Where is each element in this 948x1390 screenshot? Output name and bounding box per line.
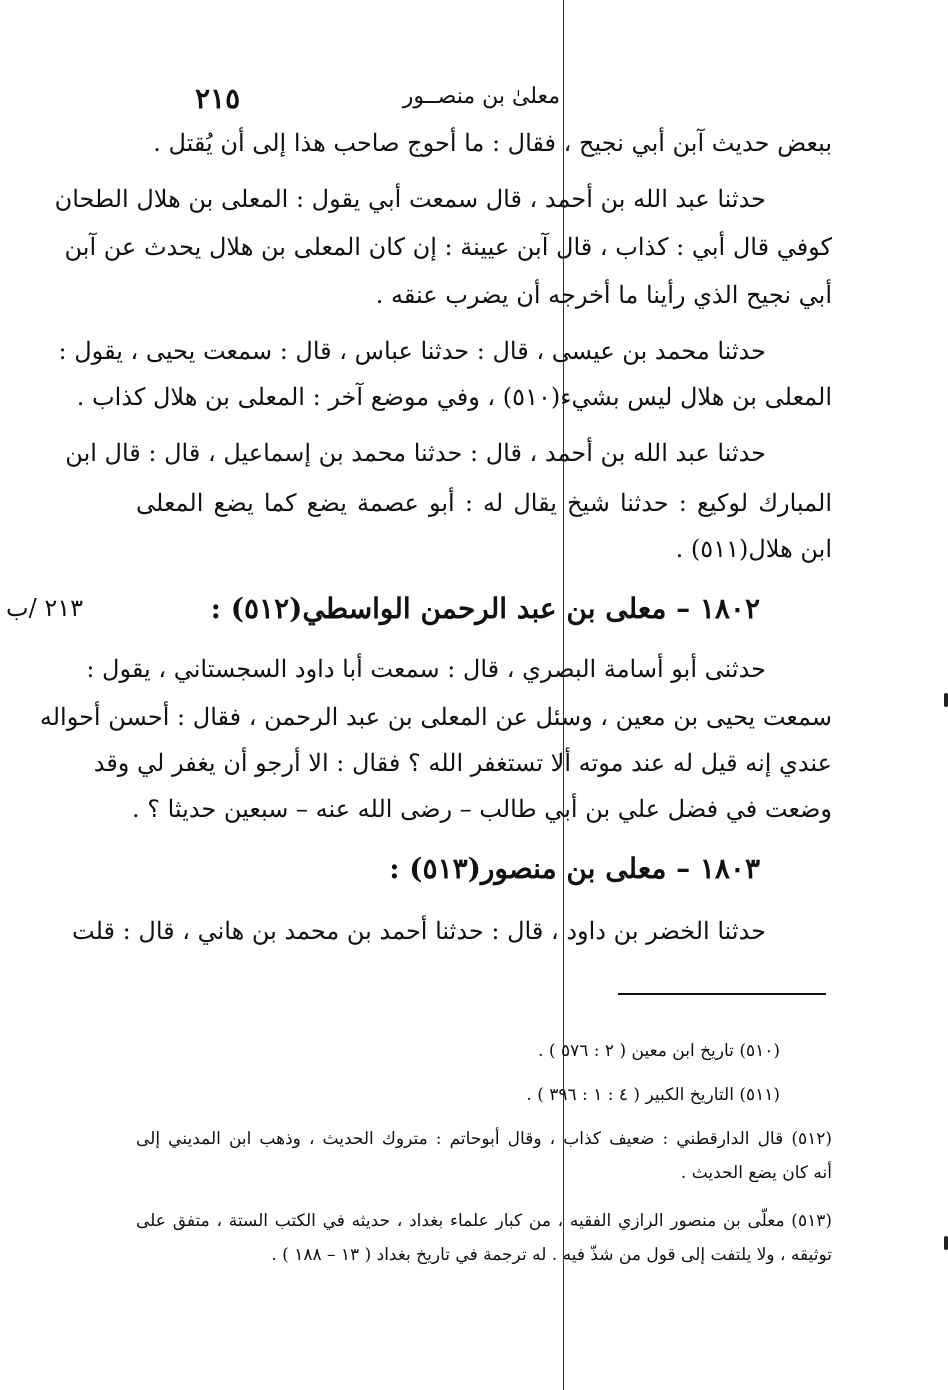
scan-mark: [944, 1236, 948, 1250]
entry-heading-1803: ١٨٠٣ – معلى بن منصور(٥١٣) :: [389, 852, 760, 885]
footnote-511: (٥١١) التاريخ الكبير ( ٤ : ١ : ٣٩٦ ) .: [526, 1085, 780, 1105]
text-line: حدثنا الخضر بن داود ، قال : حدثنا أحمد بن محمد بن هاني ، قال : قلت: [72, 917, 766, 945]
text-line: المعلى بن هلال ليس بشيء(٥١٠) ، وفي موضع آخر : المعلى بن هلال كذاب .: [76, 383, 832, 411]
text-line: حدثنا محمد بن عيسى ، قال : حدثنا عباس ، قال : سمعت يحيى ، يقول :: [58, 337, 766, 365]
footnote-512-cont: أنه كان يضع الحديث .: [680, 1163, 832, 1183]
text-line: وضعت في فضل علي بن أبي طالب – رضى الله عنه – سبعين حديثا ؟ .: [131, 795, 832, 823]
text-line: عندي إنه قيل له عند موته ألا تستغفر الله ؟ فقال : الا أرجو أن يغفر لي وقد: [93, 749, 832, 777]
text-line: حدثنا عبد الله بن أحمد ، قال : حدثنا محمد بن إسماعيل ، قال : قال ابن: [65, 439, 766, 467]
running-title: معلىٰ بن منصــور: [402, 84, 560, 109]
text-line: ببعض حديث آبن أبي نجيح ، فقال : ما أحوج صاحب هذا إلى أن يُقتل .: [153, 129, 832, 157]
footnote-513-cont: توثيقه ، ولا يلتفت إلى قول من شذّ فيه . له ترجمة في تاريخ بغداد ( ١٣ – ١٨٨ ) .: [271, 1245, 832, 1265]
margin-folio-note: ٢١٣ /ب: [6, 594, 83, 622]
text-line: كوفي قال أبي : كذاب ، قال آبن عيينة : إن كان المعلى بن هلال يحدث عن آبن: [64, 233, 832, 261]
footnote-separator: [618, 993, 826, 995]
text-line: حدثنى أبو أسامة البصري ، قال : سمعت أبا داود السجستاني ، يقول :: [86, 655, 766, 683]
page-number: ٢١٥: [195, 82, 241, 115]
scan-mark: [944, 693, 948, 707]
text-line: حدثنا عبد الله بن أحمد ، قال سمعت أبي يقول : المعلى بن هلال الطحان: [54, 185, 766, 213]
entry-heading-1802: ١٨٠٢ – معلى بن عبد الرحمن الواسطي(٥١٢) :: [210, 592, 760, 625]
text-line: ابن هلال(٥١١) .: [675, 535, 832, 563]
text-line: المبارك لوكيع : حدثنا شيخ يقال له : أبو عصمة يضع كما يضع المعلى: [136, 489, 832, 517]
footnote-510: (٥١٠) تاريخ ابن معين ( ٢ : ٥٧٦ ) .: [538, 1041, 780, 1061]
footnote-513: (٥١٣) معلّى بن منصور الرازي الفقيه ، من كبار علماء بغداد ، حديثه في الكتب الستة ، متفق على: [136, 1211, 832, 1231]
text-line: سمعت يحيى بن معين ، وسئل عن المعلى بن عبد الرحمن ، فقال : أحسن أحواله: [39, 703, 832, 731]
text-line: أبي نجيح الذي رأينا ما أخرجه أن يضرب عنقه .: [375, 281, 832, 309]
footnote-512: (٥١٢) قال الدارقطني : ضعيف كذاب ، وقال أبوحاتم : متروك الحديث ، وذهب ابن المديني إلى: [136, 1129, 832, 1149]
